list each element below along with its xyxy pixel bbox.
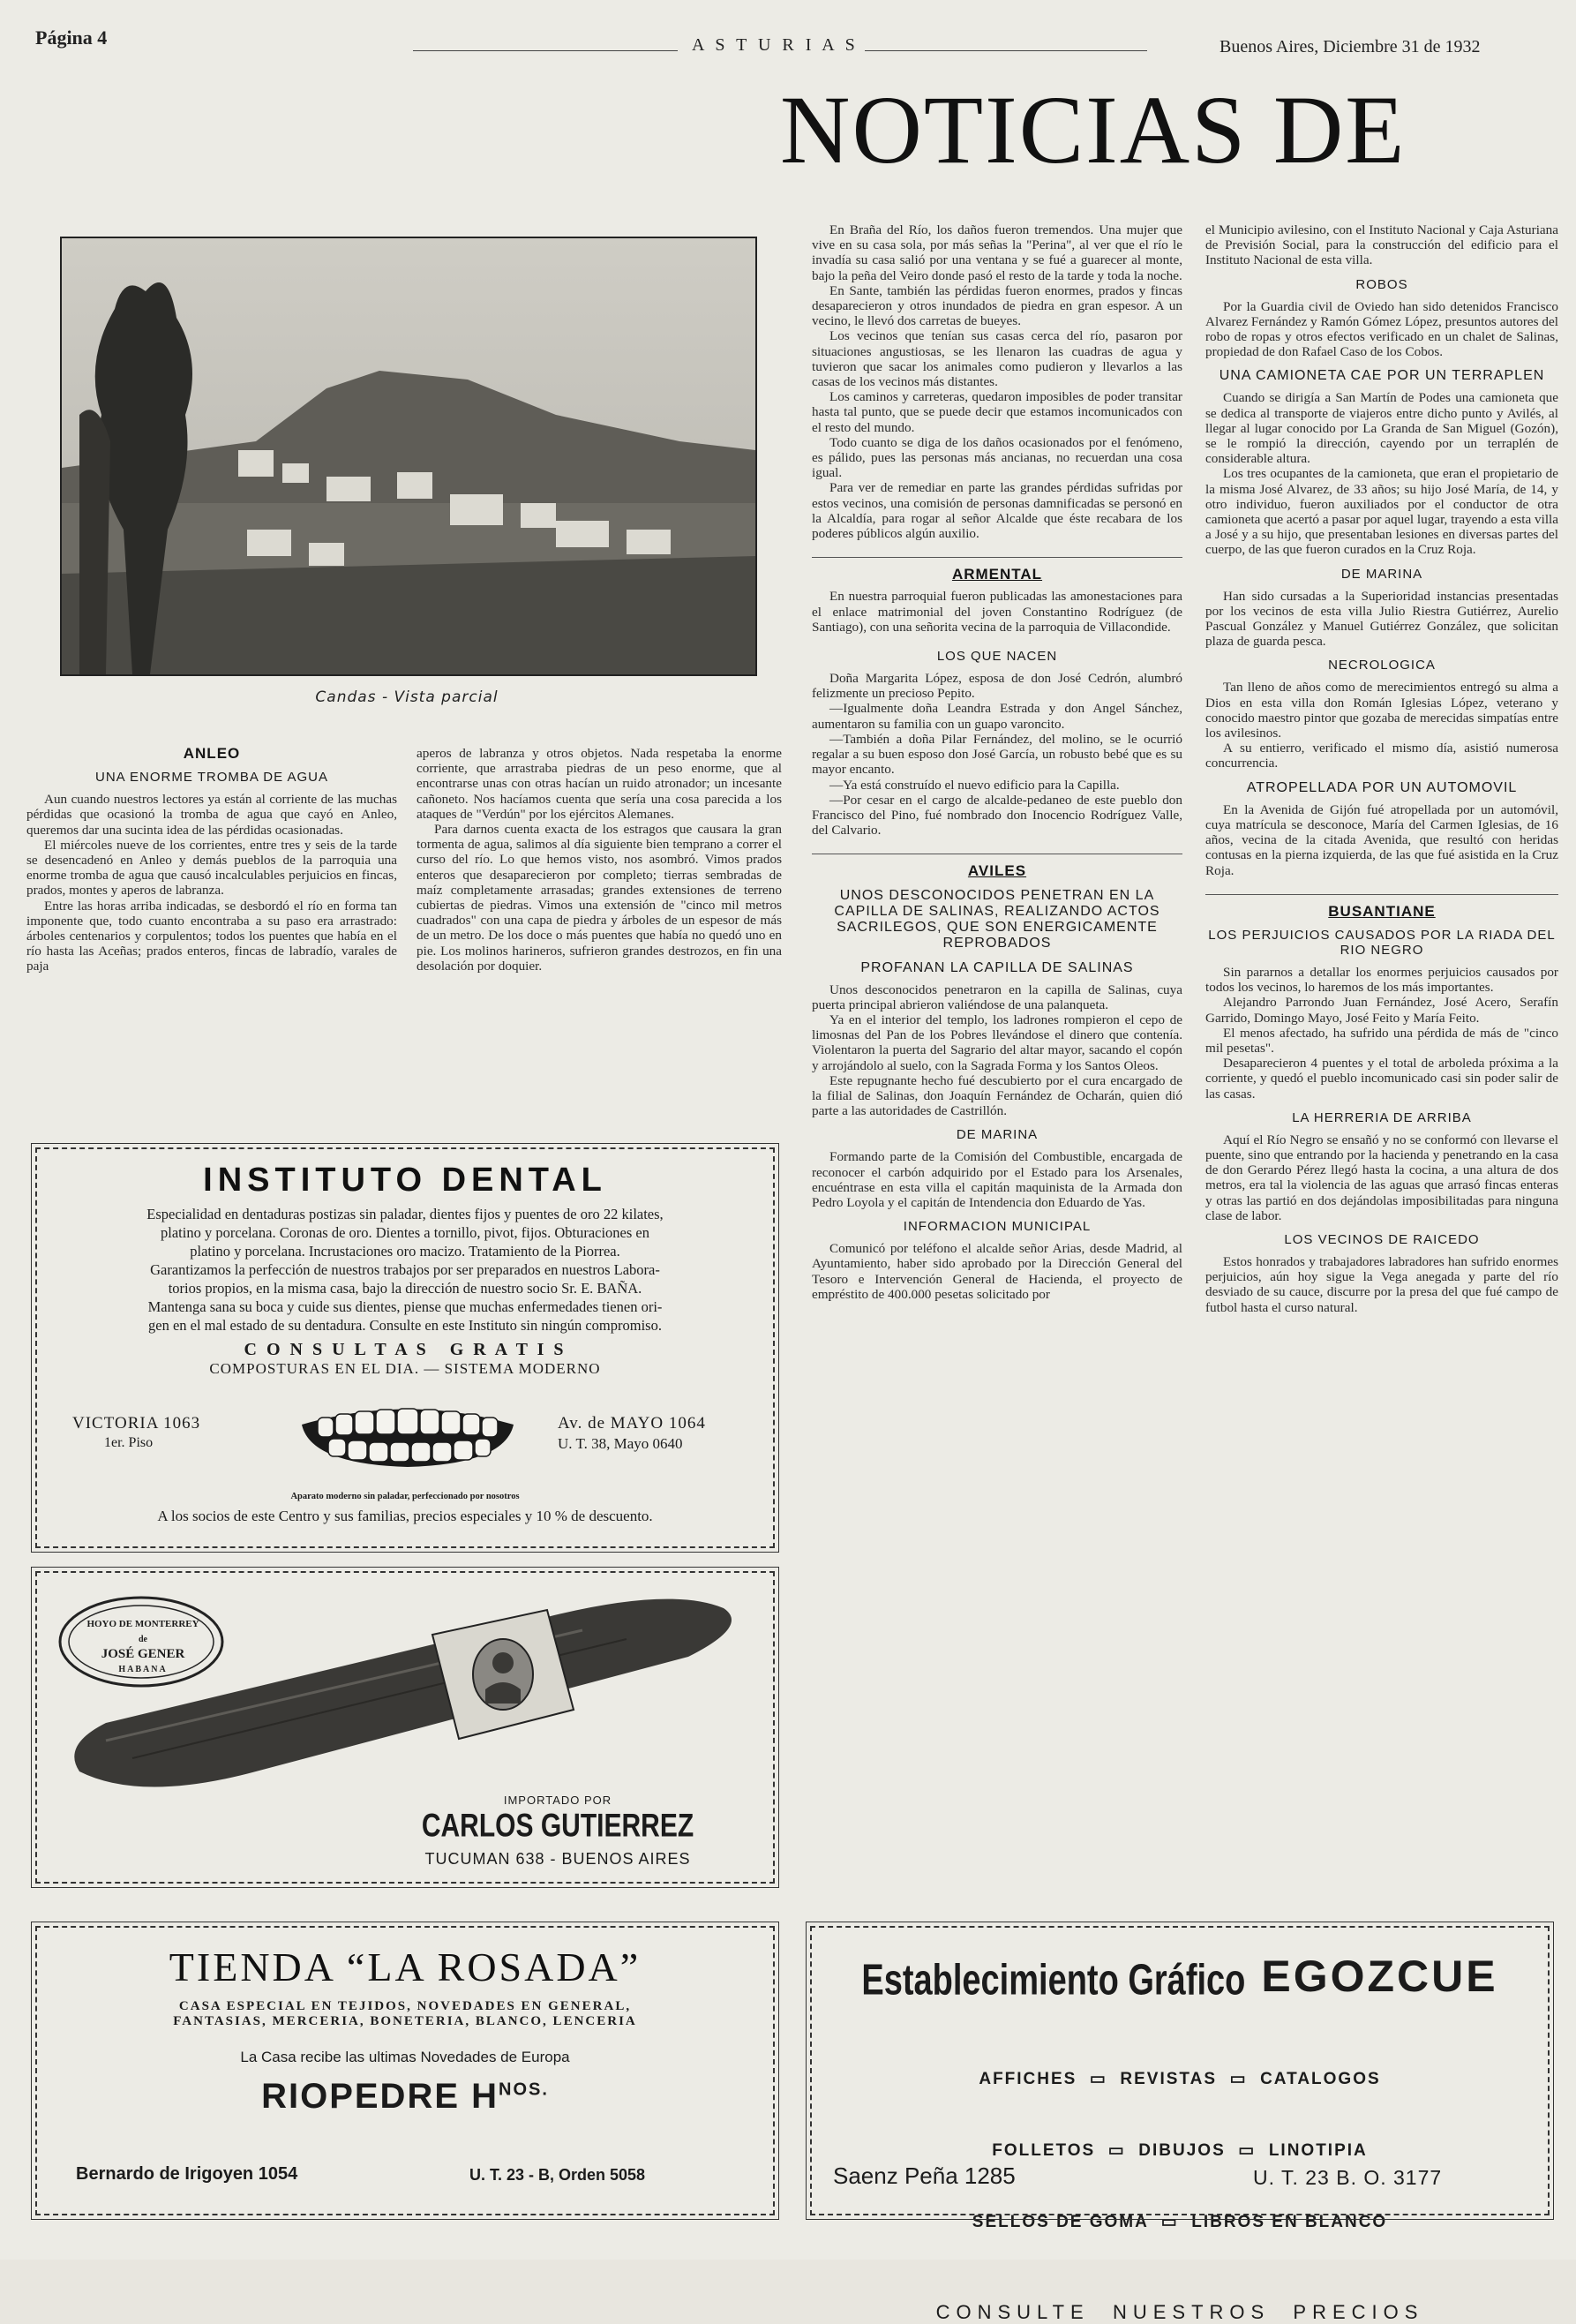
- dental-left-address: VICTORIA 1063: [72, 1414, 201, 1433]
- nacen-paragraph: —Igualmente doña Leandra Estrada y don Angel Sánchez, aumentaron su familia con un guapo varoncito.: [812, 701, 1182, 732]
- dental-line: Especialidad en dentaduras postizas sin paladar, dientes fijos y puentes de oro 22 kilates,: [146, 1206, 664, 1222]
- camioneta-title: UNA CAMIONETA CAE POR UN TERRAPLEN: [1219, 368, 1545, 384]
- egozcue-consulte: CONSULTE NUESTROS PRECIOS: [935, 2301, 1424, 2323]
- atropellada-title: ATROPELLADA POR UN AUTOMOVIL: [1246, 779, 1518, 795]
- egozcue-title-a: Establecimiento Gráfico: [861, 1956, 1246, 2005]
- camioneta-paragraph: Cuando se dirigía a San Martín de Podes una camioneta que se dedica al transporte de viajeros entre dicho punto y Avilés, al llegar al lugar conocido por La Granda de San Miguel (Gozón), se le rompió la dirección, cayendo por un terraplén de considerable altura.: [1205, 390, 1558, 467]
- atropellada-paragraph: En la Avenida de Gijón fué atropellada por un automóvil, cuya matrícula se desconoce, María del Carmen Iglesias, de 16 años, vecina de la citada Avenida, que resultó con heridas contusas en la pierna izquierda, de las que fué asistida en la Cruz Roja.: [1205, 801, 1558, 878]
- main-headline: NOTICIAS DE: [780, 76, 1407, 184]
- busantiane-paragraph: Sin pararnos a detallar los enormes perjuicios causados por todos los vecinos, lo haremos de los más importantes.: [1205, 964, 1558, 996]
- ad-egozcue: [810, 1926, 1550, 2323]
- dental-right-phone: U. T. 38, Mayo 0640: [558, 1435, 683, 1452]
- anleo-column-left: [26, 737, 397, 974]
- column-three-paragraph: Para ver de remediar en parte las grandes pérdidas sufridas por estos vecinos, una comisión de personas damnificadas se personó en la Alcaldía, para rogar al señor Alcalde que éste recabara de los poderes públicos algún auxilio.: [812, 480, 1182, 542]
- cigar-importado: IMPORTADO POR: [503, 1794, 612, 1807]
- necrologica-title: NECROLOGICA: [1328, 658, 1436, 673]
- egozcue-service-row: FOLLETOS ▭ DIBUJOS ▭ LINOTIPIA: [992, 2141, 1368, 2160]
- aviles-paragraph: Unos desconocidos penetraron en la capilla de Salinas, cuya puerta principal abrieron valiéndose de una palanqueta.: [812, 981, 1182, 1012]
- egozcue-phone: U. T. 23 B. O. 3177: [1253, 2166, 1443, 2189]
- dental-title: INSTITUTO DENTAL: [203, 1162, 607, 1199]
- header-rule-right: [865, 50, 1147, 51]
- dental-line: Mantenga sana su boca y cuide sus dientes, piense que muchas enfermedades tienen ori-: [147, 1298, 663, 1315]
- column-three-paragraph: Todo cuanto se diga de los daños ocasionados por el fenómeno, es pálido, pues las personas más ancianas, no recuerdan una cosa igual.: [812, 434, 1182, 481]
- photo-caption: Candas - Vista parcial: [315, 688, 499, 706]
- column-three-paragraph: Los vecinos que tenían sus casas cerca del río, pasaron por situaciones angustiosas, se les llenaron las cuadras de agua y tuvieron que sacar los animales como pudieron y llevarlos a las casas de los vecinos más distantes.: [812, 328, 1182, 390]
- dental-line: torios propios, en la misma casa, bajo la dirección de nuestro socio Sr. E. BAÑA.: [168, 1280, 642, 1297]
- aviles-paragraph: Este repugnante hecho fué descubierto por el cura encargado de la filial de Salinas, don Joaquín Fernández de Ocharán, quien dió parte a las autoridades de Castrillón.: [812, 1072, 1182, 1119]
- egozcue-address: Saenz Peña 1285: [833, 2162, 1016, 2189]
- aviles-subheadline: PROFANAN LA CAPILLA DE SALINAS: [860, 959, 1134, 975]
- cigar-band-label: [77, 1617, 209, 1677]
- section-rule: [812, 557, 1182, 558]
- nacen-title: LOS QUE NACEN: [936, 649, 1058, 665]
- cigar-band-line: de: [139, 1635, 147, 1644]
- ad-instituto-dental: [35, 1147, 775, 1548]
- rosada-phone: U. T. 23 - B, Orden 5058: [469, 2166, 646, 2184]
- necrologica-paragraph: Tan lleno de años como de merecimientos entregó su alma a Dios en esta villa don Román Iglesias López, veterano y conocido maestro pintor que gozaba de merecidas simpatías entre los avilesinos.: [1205, 680, 1558, 741]
- egozcue-service-row: AFFICHES ▭ REVISTAS ▭ CATALOGOS: [979, 2070, 1381, 2088]
- anleo-subtitle: UNA ENORME TROMBA DE AGUA: [95, 770, 328, 786]
- aviles-marina-paragraph: Formando parte de la Comisión del Combustible, encargada de reconocer el carbón adquirido por el Estado para los Arsenales, encuéntrase en esta villa el capitán maquinista de la Armada don Pedro Loyola y el capitán de Intendencia don Eduardo de Yas.: [812, 1149, 1182, 1210]
- busantiane-title: BUSANTIANE: [1328, 902, 1436, 920]
- egozcue-services: [812, 2019, 1548, 2282]
- photo-candas: [60, 237, 757, 676]
- dental-line: platino y porcelana. Incrustaciones oro macizo. Tratamiento de la Piorrea.: [190, 1243, 620, 1260]
- cigar-band-line: HABANA: [118, 1665, 168, 1674]
- armental-paragraph: En nuestra parroquial fueron publicadas las amonestaciones para el enlace matrimonial del joven Constantino Rodríguez (de Santiago), con una señorita vecina de la parroquia de Villacondide.: [812, 589, 1182, 635]
- anleo-title: ANLEO: [183, 745, 241, 762]
- necrologica-paragraph: A su entierro, verificado el mismo día, asistió numerosa concurrencia.: [1205, 741, 1558, 771]
- busantiane-paragraph: Alejandro Parrondo Juan Fernández, José Acero, Serafín Garrido, Domingo Mayo, José Feito y María Feito.: [1205, 995, 1558, 1026]
- anleo-paragraph: Aun cuando nuestros lectores ya están al corriente de las muchas pérdidas que ocasionó la tromba de agua que cayó en Anleo, queremos dar una sucinta idea de las pérdidas ocasionadas.: [26, 792, 397, 838]
- column-three-paragraph: En Sante, también las pérdidas fueron enormes, prados y fincas desaparecieron y otros inundados de piedra en gran espesor. A un vecino, le llevó dos carretas de bueyes.: [812, 282, 1182, 329]
- rosada-line1: CASA ESPECIAL EN TEJIDOS, NOVEDADES EN GENERAL,: [178, 1999, 632, 2013]
- nacen-paragraph: —Ya está construído el nuevo edificio para la Capilla.: [829, 777, 1120, 793]
- rosada-line3: La Casa recibe las ultimas Novedades de Europa: [240, 2049, 570, 2065]
- dental-composturas: COMPOSTURAS EN EL DIA. — SISTEMA MODERNO: [209, 1360, 601, 1377]
- anleo-paragraph: Para darnos cuenta exacta de los estragos que causara la gran tormenta de agua, salimos al día siguiente bien temprano a correr el curso del río. Lo que hemos visto, nos asombró. Vimos prados enteros que desaparecieron por completo; tierras sembradas de maíz completamente arrasadas; grandes extensiones de terreno cubiertas de piedras. Vimos una extensión de "cinco mil metros cuadrados" con una capa de piedra y árboles de un espesor de más de un metro. De los doce o más puentes que había no quedó uno en pie. Los molinos harineros, sufrieron grandes destrozos, en fin una desolación por doquier.: [417, 822, 782, 974]
- municipal-paragraph: Comunicó por teléfono el alcalde señor Arias, desde Madrid, al Ayuntamiento, haber sido aprobado por la Dirección General del Tesoro e Intervención General de Hacienda, el proyecto de empréstito de 400.000 pesetas solicitado por: [812, 1241, 1182, 1302]
- publication-name: A S T U R I A S: [692, 35, 859, 55]
- armental-title: ARMENTAL: [951, 566, 1043, 583]
- egozcue-title-b: EGOZCUE: [1261, 1952, 1498, 2001]
- dental-line: gen en el mal estado de su dentadura. Consulte en este Instituto sin ningún compromiso.: [148, 1317, 662, 1334]
- cigar-band-line: JOSÉ GENER: [101, 1647, 185, 1661]
- anleo-paragraph: El miércoles nueve de los corrientes, entre tres y seis de la tarde se desencadenó en Anleo y demás pueblos de la parroquia una enorme tromba de agua que causó incalculables perjuicios en fincas, prados, montes y aperos de labranza.: [26, 837, 397, 899]
- dental-discount: A los socios de este Centro y sus familias, precios especiales y 10 % de descuento.: [157, 1508, 653, 1524]
- nacen-paragraph: —También a doña Pilar Fernández, del molino, se le ocurrió regalar a su buen esposo don José García, un robusto bebé que es su mayor encanto.: [812, 731, 1182, 778]
- aviles-title: AVILES: [967, 862, 1027, 880]
- dateline: Buenos Aires, Diciembre 31 de 1932: [1220, 37, 1481, 56]
- municipal-title: INFORMACION MUNICIPAL: [903, 1219, 1092, 1235]
- rosada-brand-suffix: NOS.: [499, 2080, 549, 2100]
- aviles-marina-title: DE MARINA: [956, 1127, 1039, 1143]
- header-rule-left: [413, 50, 678, 51]
- aviles-headline: UNOS DESCONOCIDOS PENETRAN EN LA CAPILLA DE SALINAS, REALIZANDO ACTOS SACRILEGOS, QUE SON ENERGICAMENTE REPROBADOS: [834, 887, 1160, 951]
- rosada-brand-name: RIOPEDRE H: [261, 2077, 499, 2116]
- rosada-address: Bernardo de Irigoyen 1054: [76, 2164, 298, 2184]
- anleo-paragraph: aperos de labranza y otros objetos. Nada respetaba la enorme corriente, que arrastraba piedras de un peso enorme, que al encontrarse unas con otras hacían un ruido atronador; un incesante cañoneto. Nos hacíamos cuenta que sería una cosa parecida a los ataques de "Verdún" por los ejércitos Alemanes.: [417, 746, 782, 822]
- page-number: Página 4: [35, 26, 108, 49]
- section-rule: [1205, 894, 1558, 895]
- anleo-paragraph: Entre las horas arriba indicadas, se desbordó el río en forma tan imponente que, todo cuanto encontraba a su paso era arrastrado: árboles centenarios y corpulentos; todos los puentes que había en el río hasta las Aceñas; prados enteros, fincas de labradío, varales de paja: [26, 898, 397, 974]
- camioneta-paragraph: Los tres ocupantes de la camioneta, que eran el propietario de la misma José Alvarez, de 33 años; su hijo José María, de 14, y otro individuo, fueron auxiliados por el conductor de otra camioneta que acertó a pasar por aquel lugar, trayendo a esta villa a José y a su hijo, que presentaban lesiones en diversas partes del cuerpo, de las que fueron curados en la Cruz Roja.: [1205, 466, 1558, 558]
- dental-line: Garantizamos la perfección de nuestros trabajos por ser preparados en nuestros Labora-: [150, 1261, 660, 1278]
- landscape-photo-icon: [62, 238, 755, 674]
- busantiane-subtitle: LOS PERJUICIOS CAUSADOS POR LA RIADA DEL RIO NEGRO: [1208, 927, 1556, 958]
- robos-paragraph: Por la Guardia civil de Oviedo han sido detenidos Francisco Alvarez Fernández y Ramón Gómez López, presuntos autores del robo de ropas y otros efectos verificado en un chalet de Salinas, propiedad de don Rafael Caso de los Cobos.: [1205, 298, 1558, 360]
- column-three-paragraph: Los caminos y carreteras, quedaron imposibles de poder transitar hasta tal punto, que se puede decir que estamos incomunicados con el resto del mundo.: [812, 389, 1182, 435]
- dental-line: platino y porcelana. Coronas de oro. Dientes a tornillo, pivot, fijos. Obturaciones en: [161, 1224, 649, 1241]
- column-four: [1205, 222, 1558, 1315]
- nacen-paragraph: Doña Margarita López, esposa de don José Cedrón, alumbró felizmente un precioso Pepito.: [812, 671, 1182, 702]
- herreria-paragraph: Aquí el Río Negro se ensañó y no se conformó con llevarse el puente, sino que entrando por la hacienda y penetrando en la casa de don Gerardo Pérez llegó hasta la cocina, a una altura de dos metros, era tal la violencia de las aguas que arrasó fincas enteras y otras las partió en dos dejándolas imposibilitadas para ninguna clase de labor.: [1205, 1132, 1558, 1223]
- cigar-address: TUCUMAN 638 - BUENOS AIRES: [424, 1850, 691, 1868]
- dental-consultas: C O N S U L T A S G R A T I S: [244, 1340, 567, 1359]
- herreria-title: LA HERRERIA DE ARRIBA: [1292, 1109, 1472, 1125]
- marina2-title: DE MARINA: [1340, 566, 1423, 582]
- cigar-band-line: HOYO DE MONTERREY: [86, 1619, 199, 1629]
- dental-note: Aparato moderno sin paladar, perfeccionado por nosotros: [290, 1492, 520, 1501]
- marina2-paragraph: Han sido cursadas a la Superioridad instancias presentadas por los vecinos de esta villa Julio Riestra Gutiérrez, Aurelio Pascual González y Manuel Gutiérrez González, que solicitan plaza de guarda pesca.: [1205, 588, 1558, 650]
- ad-cigar: [35, 1571, 775, 1884]
- raicedo-paragraph: Estos honrados y trabajadores labradores han sufrido enormes perjuicios, aún hoy sigue la Vega anegada y parte del río desviado de su cauce, discurre por la presa del que fué campo de futbol hasta el curso natural.: [1205, 1253, 1558, 1315]
- busantiane-paragraph: Desaparecieron 4 puentes y el total de arboleda próxima a la corriente, y quedó el pueblo incomunicado casi sin poder salir de las casas.: [1205, 1056, 1558, 1102]
- column-three-paragraph: En Braña del Río, los daños fueron tremendos. Una mujer que vive en su casa sola, por más señas la "Perina", al ver que el río le invadía su casa salió por una ventana y se fué a guarecer al monte, bajo la peña del Veiro donde pasó el resto de la tarde y toda la noche.: [812, 222, 1182, 283]
- nacen-paragraph: —Por cesar en el cargo de alcalde-pedaneo de este pueblo don Francisco del Pino, fué nombrado don Inocencio Rodríguez Valle, del Calvario.: [812, 792, 1182, 839]
- rosada-line2: FANTASIAS, MERCERIA, BONETERIA, BLANCO, LENCERIA: [173, 2014, 637, 2028]
- dental-left-floor: 1er. Piso: [104, 1435, 154, 1450]
- rosada-title: TIENDA “LA ROSADA”: [169, 1944, 642, 1989]
- ad-la-rosada: [35, 1926, 775, 2215]
- rosada-brand: [37, 2077, 773, 2117]
- anleo-column-right: [417, 746, 782, 974]
- egozcue-service-row: SELLOS DE GOMA ▭ LIBROS EN BLANCO: [972, 2213, 1388, 2231]
- dental-right-address: Av. de MAYO 1064: [558, 1414, 706, 1433]
- dental-description: [37, 1205, 773, 1335]
- robos-title: ROBOS: [1355, 276, 1408, 292]
- column-three: [812, 222, 1182, 1302]
- busantiane-paragraph: El menos afectado, ha sufrido una pérdida de más de "cinco mil pesetas".: [1205, 1025, 1558, 1056]
- teeth-icon: [293, 1398, 522, 1469]
- aviles-paragraph: Ya en el interior del templo, los ladrones rompieron el cepo de limosnas del Pan de los Pobres llevándose el dinero que contenía. Violentaron la puerta del Sagrario del altar mayor, sacando el copón y arrojándolo al suelo, con la Sagrada Forma y los Santos Oleos.: [812, 1012, 1182, 1073]
- egozcue-title: [812, 1951, 1548, 2005]
- cigar-importer-name: CARLOS GUTIERREZ: [421, 1808, 694, 1845]
- column-four-paragraph: el Municipio avilesino, con el Instituto Nacional y Caja Asturiana de Previsión Social, para la construcción del edificio para el Instituto Nacional de esta villa.: [1205, 222, 1558, 268]
- raicedo-title: LOS VECINOS DE RAICEDO: [1284, 1231, 1480, 1247]
